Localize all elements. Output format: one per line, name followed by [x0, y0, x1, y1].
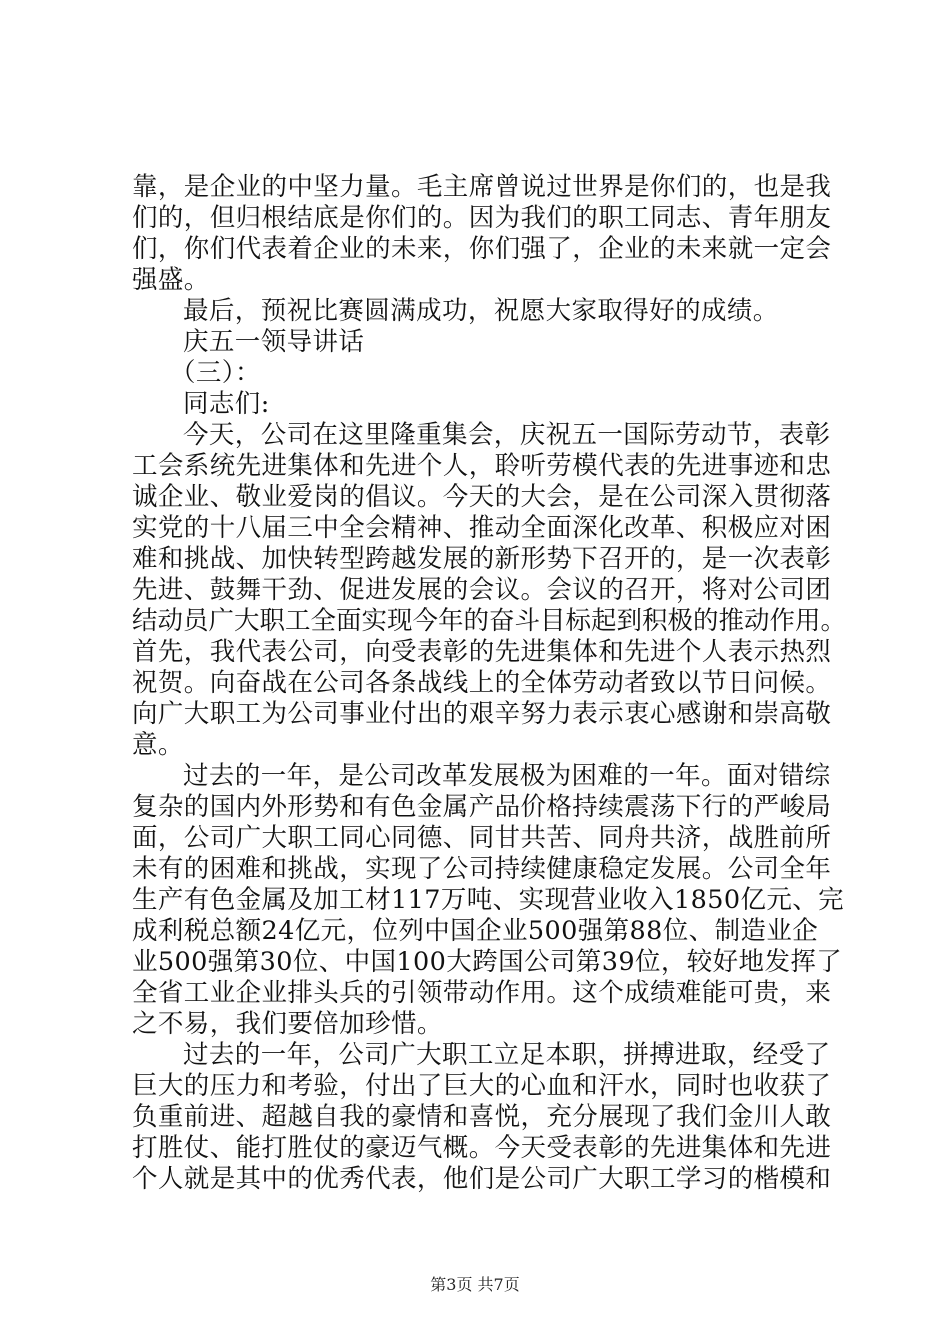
text-line: 过去的一年，是公司改革发展极为困难的一年。面对错综	[183, 761, 831, 791]
section-number: （三）：	[170, 358, 261, 388]
section-title: 庆五一领导讲话	[183, 327, 365, 357]
text-line: 难和挑战、加快转型跨越发展的新形势下召开的，是一次表彰	[132, 544, 832, 574]
text-line: 工会系统先进集体和先进个人，聆听劳模代表的先进事迹和忠	[132, 451, 832, 481]
text-line: 们的，但归根结底是你们的。因为我们的职工同志、青年朋友	[132, 203, 832, 233]
text-line: 个人就是其中的优秀代表，他们是公司广大职工学习的楷模和	[132, 1164, 832, 1194]
text-line: 未有的困难和挑战，实现了公司持续健康稳定发展。公司全年	[132, 854, 832, 884]
text-line: 意。	[132, 730, 184, 760]
text-line: 之不易，我们要倍加珍惜。	[132, 1009, 443, 1039]
text-line: 祝贺。向奋战在公司各条战线上的全体劳动者致以节日问候。	[132, 668, 832, 698]
text-line: 向广大职工为公司事业付出的艰辛努力表示衷心感谢和崇高敬	[132, 699, 832, 729]
text-line: 复杂的国内外形势和有色金属产品价格持续震荡下行的严峻局	[132, 792, 832, 822]
text-line: 靠，是企业的中坚力量。毛主席曾说过世界是你们的，也是我	[132, 172, 832, 202]
text-line: 今天，公司在这里隆重集会，庆祝五一国际劳动节，表彰	[183, 420, 831, 450]
text-line: 强盛。	[132, 265, 210, 295]
page-footer: 第3页 共7页	[430, 1275, 520, 1294]
text-line: 结动员广大职工全面实现今年的奋斗目标起到积极的推动作用。	[132, 606, 847, 636]
text-line: 成利税总额24亿元，位列中国企业500强第88位、制造业企	[132, 916, 819, 946]
text-line: 先进、鼓舞干劲、促进发展的会议。会议的召开，将对公司团	[132, 575, 832, 605]
text-line: 全省工业企业排头兵的引领带动作用。这个成绩难能可贵，来	[132, 978, 832, 1008]
text-line: 巨大的压力和考验，付出了巨大的心血和汗水，同时也收获了	[132, 1071, 832, 1101]
text-line: 们，你们代表着企业的未来，你们强了，企业的未来就一定会	[132, 234, 832, 264]
text-line: 首先，我代表公司，向受表彰的先进集体和先进个人表示热烈	[132, 637, 832, 667]
text-line: 面，公司广大职工同心同德、同甘共苦、同舟共济，战胜前所	[132, 823, 832, 853]
text-line: 业500强第30位、中国100大跨国公司第39位，较好地发挥了	[132, 947, 843, 977]
text-line: 实党的十八届三中全会精神、推动全面深化改革、积极应对困	[132, 513, 832, 543]
salutation: 同志们:	[183, 389, 270, 419]
text-line: 最后，预祝比赛圆满成功，祝愿大家取得好的成绩。	[183, 296, 779, 326]
text-line: 诚企业、敬业爱岗的倡议。今天的大会，是在公司深入贯彻落	[132, 482, 832, 512]
text-line: 生产有色金属及加工材117万吨、实现营业收入1850亿元、完	[132, 885, 845, 915]
text-line: 过去的一年，公司广大职工立足本职，拼搏进取，经受了	[183, 1040, 831, 1070]
text-line: 负重前进、超越自我的豪情和喜悦，充分展现了我们金川人敢	[132, 1102, 832, 1132]
text-line: 打胜仗、能打胜仗的豪迈气概。今天受表彰的先进集体和先进	[132, 1133, 832, 1163]
